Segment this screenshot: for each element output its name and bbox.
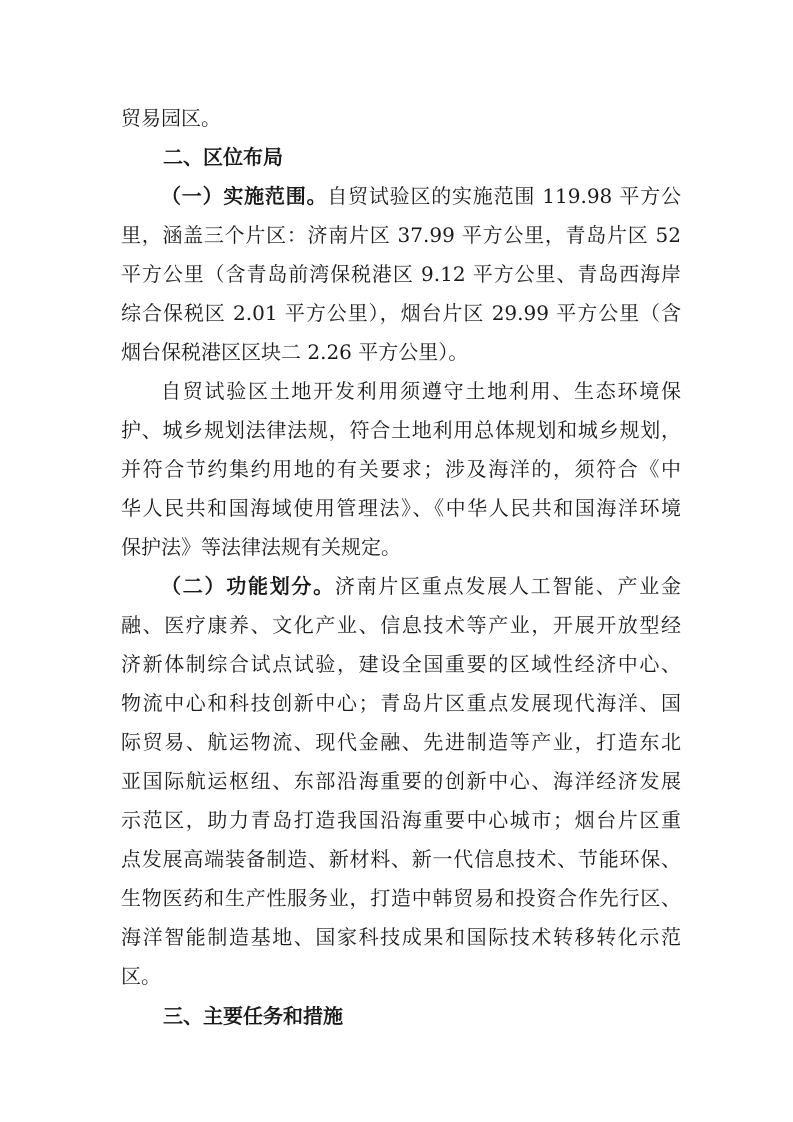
paragraph-line: 自贸试验区土地开发利用须遵守土地利用、生态环境保 <box>161 379 681 403</box>
paragraph-line: 保护法》等法律法规有关规定。 <box>121 535 401 559</box>
paragraph-line: 济新体制综合试点试验，建设全国重要的区域性经济中心、 <box>121 652 681 676</box>
paragraph-line: 护、城乡规划法律法规，符合土地利用总体规划和城乡规划， <box>121 418 681 442</box>
paragraph-text: 自贸试验区的实施范围 119.98 平方公 <box>327 184 681 208</box>
paragraph-line: 华人民共和国海域使用管理法》、《中华人民共和国海洋环境 <box>121 496 681 520</box>
section-heading-tasks: 三、主要任务和措施 <box>163 1004 343 1028</box>
section-heading-location: 二、区位布局 <box>163 145 283 169</box>
subsection-lead: （一）实施范围。 <box>161 184 328 208</box>
paragraph-line: 点发展高端装备制造、新材料、新一代信息技术、节能环保、 <box>121 847 681 871</box>
paragraph-line: 综合保税区 2.01 平方公里），烟台片区 29.99 平方公里（含 <box>121 301 681 325</box>
paragraph-line: 际贸易、航运物流、现代金融、先进制造等产业，打造东北 <box>121 730 681 754</box>
paragraph-line: 烟台保税港区区块二 2.26 平方公里）。 <box>121 340 469 364</box>
paragraph-line: 贸易园区。 <box>121 106 221 130</box>
paragraph-line: 区。 <box>121 964 161 988</box>
subsection-lead: （二）功能划分。 <box>161 574 335 598</box>
paragraph-line: 并符合节约集约用地的有关要求；涉及海洋的，须符合《中 <box>121 457 681 481</box>
paragraph-line: 平方公里（含青岛前湾保税港区 9.12 平方公里、青岛西海岸 <box>121 262 681 286</box>
paragraph-line: 亚国际航运枢纽、东部沿海重要的创新中心、海洋经济发展 <box>121 769 681 793</box>
paragraph-line: 里，涵盖三个片区：济南片区 37.99 平方公里，青岛片区 52 <box>121 223 681 247</box>
paragraph-line: 海洋智能制造基地、国家科技成果和国际技术转移转化示范 <box>121 925 681 949</box>
paragraph-line <box>161 574 681 598</box>
paragraph-text: 济南片区重点发展人工智能、产业金 <box>334 574 682 598</box>
paragraph-line: 物流中心和科技创新中心；青岛片区重点发展现代海洋、国 <box>121 691 681 715</box>
paragraph-line: 示范区，助力青岛打造我国沿海重要中心城市；烟台片区重 <box>121 808 681 832</box>
paragraph-line: 融、医疗康养、文化产业、信息技术等产业，开展开放型经 <box>121 613 681 637</box>
paragraph-line <box>161 184 681 208</box>
paragraph-line: 生物医药和生产性服务业，打造中韩贸易和投资合作先行区、 <box>121 886 681 910</box>
